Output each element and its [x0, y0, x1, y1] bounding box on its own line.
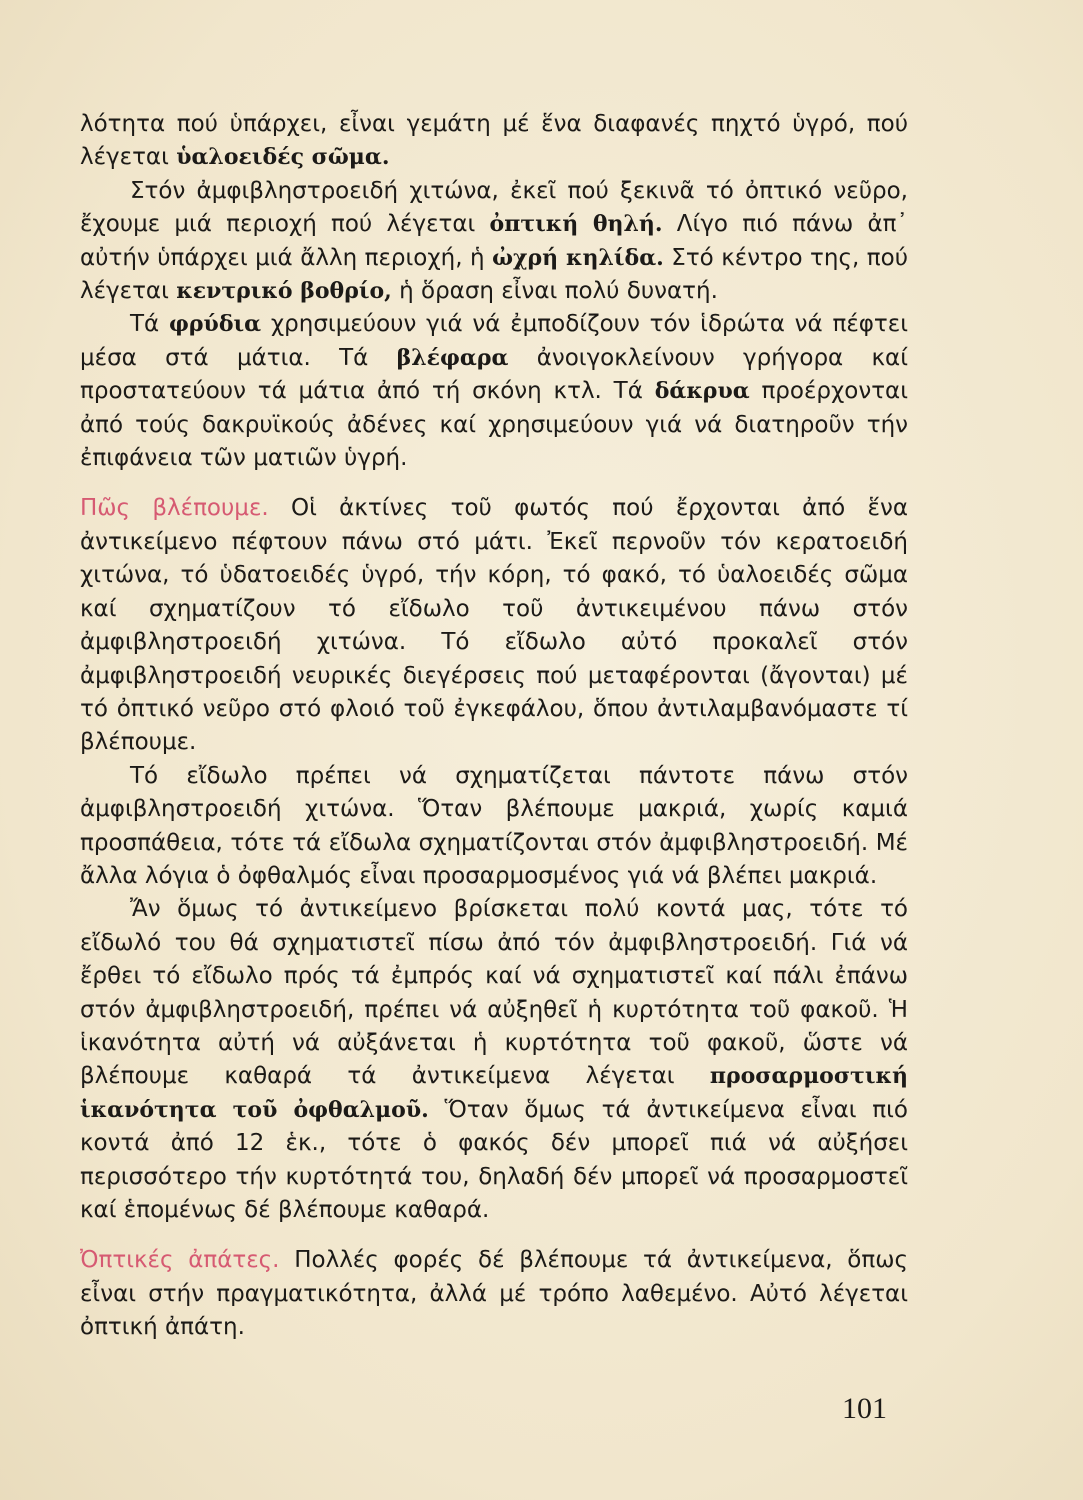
term-eyelids: βλέφαρα: [396, 344, 509, 371]
term-vitreous-body: ὑαλοειδές σῶμα.: [176, 144, 390, 171]
term-macula: ὠχρή κηλίδα.: [492, 244, 664, 271]
paragraph-how-we-see: Πῶς βλέπουμε. Οἱ ἀκτίνες τοῦ φωτός πού ἔρχονται ἀπό ἕνα ἀντικείμενο πέφτουν πάνω στό μάτι. Ἐκεῖ περνοῦν τόν κερατοειδή χιτώνα, τό ὑδατοειδές ὑγρό, τήν κόρη, τό φακό, τό ὑαλοειδές σῶμα καί σχηματίζουν τό εἴδωλο τοῦ ἀντικειμένου πάνω στόν ἀμφιβληστροειδή χιτώνα. Τό εἴδωλο αὐτό προκαλεῖ στόν ἀμφιβληστροειδή νευρικές διεγέρσεις πού μεταφέρονται (ἄγονται) μέ τό ὀπτικό νεῦρο στό φλοιό τοῦ ἐγκεφάλου, ὅπου ἀντιλαμβανόμαστε τί βλέπουμε.: [80, 495, 908, 756]
body-text: [80, 108, 908, 1345]
term-accommodation: προσαρμοστική ἱκανότητα τοῦ ὀφθαλμοῦ.: [80, 1063, 908, 1123]
paragraph-1: λότητα πού ὑπάρχει, εἶναι γεμάτη μέ ἕνα διαφανές πηχτό ὑγρό, πού λέγεται ὑαλοειδές σῶμα.: [80, 111, 908, 171]
paragraph-5: Τό εἴδωλο πρέπει νά σχηματίζεται πάντοτε πάνω στόν ἀμφιβληστροειδή χιτώνα. Ὅταν βλέπουμε μακριά, χωρίς καμιά προσπάθεια, τότε τά εἴδωλα σχηματίζονται στόν ἀμφιβληστροειδή. Μέ ἄλλα λόγια ὁ ὀφθαλμός εἶναι προσαρμοσμένος γιά νά βλέπει μακριά.: [80, 762, 908, 889]
term-tears: δάκρυα: [654, 378, 750, 405]
paragraph-6: Ἄν ὅμως τό ἀντικείμενο βρίσκεται πολύ κοντά μας, τότε τό εἴδωλό του θά σχηματιστεῖ πίσω ἀπό τόν ἀμφιβληστροειδή. Γιά νά ἔρθει τό εἴδωλο πρός τά ἐμπρός καί νά σχηματιστεῖ καί πάλι ἐπάνω στόν ἀμφιβληστροειδή, πρέπει νά αὐξηθεῖ ἡ κυρτότητα τοῦ φακοῦ. Ἡ ἱκανότητα αὐτή νά αὐξάνεται ἡ κυρτότητα τοῦ φακοῦ, ὥστε νά βλέπουμε καθαρά τά ἀντικείμενα λέγεται προσαρμοστική ἱκανότητα τοῦ ὀφθαλμοῦ. Ὅταν ὅμως τά ἀντικείμενα εἶναι πιό κοντά ἀπό 12 ἑκ., τότε ὁ φακός δέν μπορεῖ πιά νά αὐξήσει περισσότερο τήν κυρτότητά του, δηλαδή δέν μπορεῖ νά προσαρμοστεῖ καί ἑπομένως δέ βλέπουμε καθαρά.: [80, 896, 908, 1223]
term-optic-disc: ὀπτική θηλή.: [489, 211, 663, 238]
page-number: 101: [842, 1392, 887, 1425]
section-heading-how-we-see: Πῶς βλέπουμε.: [80, 495, 269, 522]
term-fovea: κεντρικό βοθρίο,: [176, 278, 392, 305]
paragraph-3: Τά φρύδια χρησιμεύουν γιά νά ἐμποδίζουν τόν ἱδρώτα νά πέφτει μέσα στά μάτια. Τά βλέφαρα ἀνοιγοκλείνουν γρήγορα καί προστατεύουν τά μάτια ἀπό τή σκόνη κτλ. Τά δάκρυα προέρχονται ἀπό τούς δακρυϊκούς ἀδένες καί χρησιμεύουν γιά νά διατηροῦν τήν ἐπιφάνεια τῶν ματιῶν ὑγρή.: [80, 311, 909, 472]
term-eyebrows: φρύδια: [169, 311, 262, 338]
paragraph-2: Στόν ἀμφιβληστροειδή χιτώνα, ἐκεῖ πού ξεκινᾶ τό ὀπτικό νεῦρο, ἔχουμε μιά περιοχή πού λέγεται ὀπτική θηλή. Λίγο πιό πάνω ἀπ᾿ αὐτήν ὑπάρχει μιά ἄλλη περιοχή, ἡ ὠχρή κηλίδα. Στό κέντρο της, πού λέγεται κεντρικό βοθρίο, ἡ ὅραση εἶναι πολύ δυνατή.: [80, 177, 909, 305]
section-heading-optical-illusions: Ὀπτικές ἀπάτες.: [80, 1247, 280, 1274]
paragraph-optical-illusions: Ὀπτικές ἀπάτες. Πολλές φορές δέ βλέπουμε τά ἀντικείμενα, ὅπως εἶναι στήν πραγματικότητα, ἀλλά μέ τρόπο λαθεμένο. Αὐτό λέγεται ὀπτική ἀπάτη.: [80, 1247, 908, 1341]
